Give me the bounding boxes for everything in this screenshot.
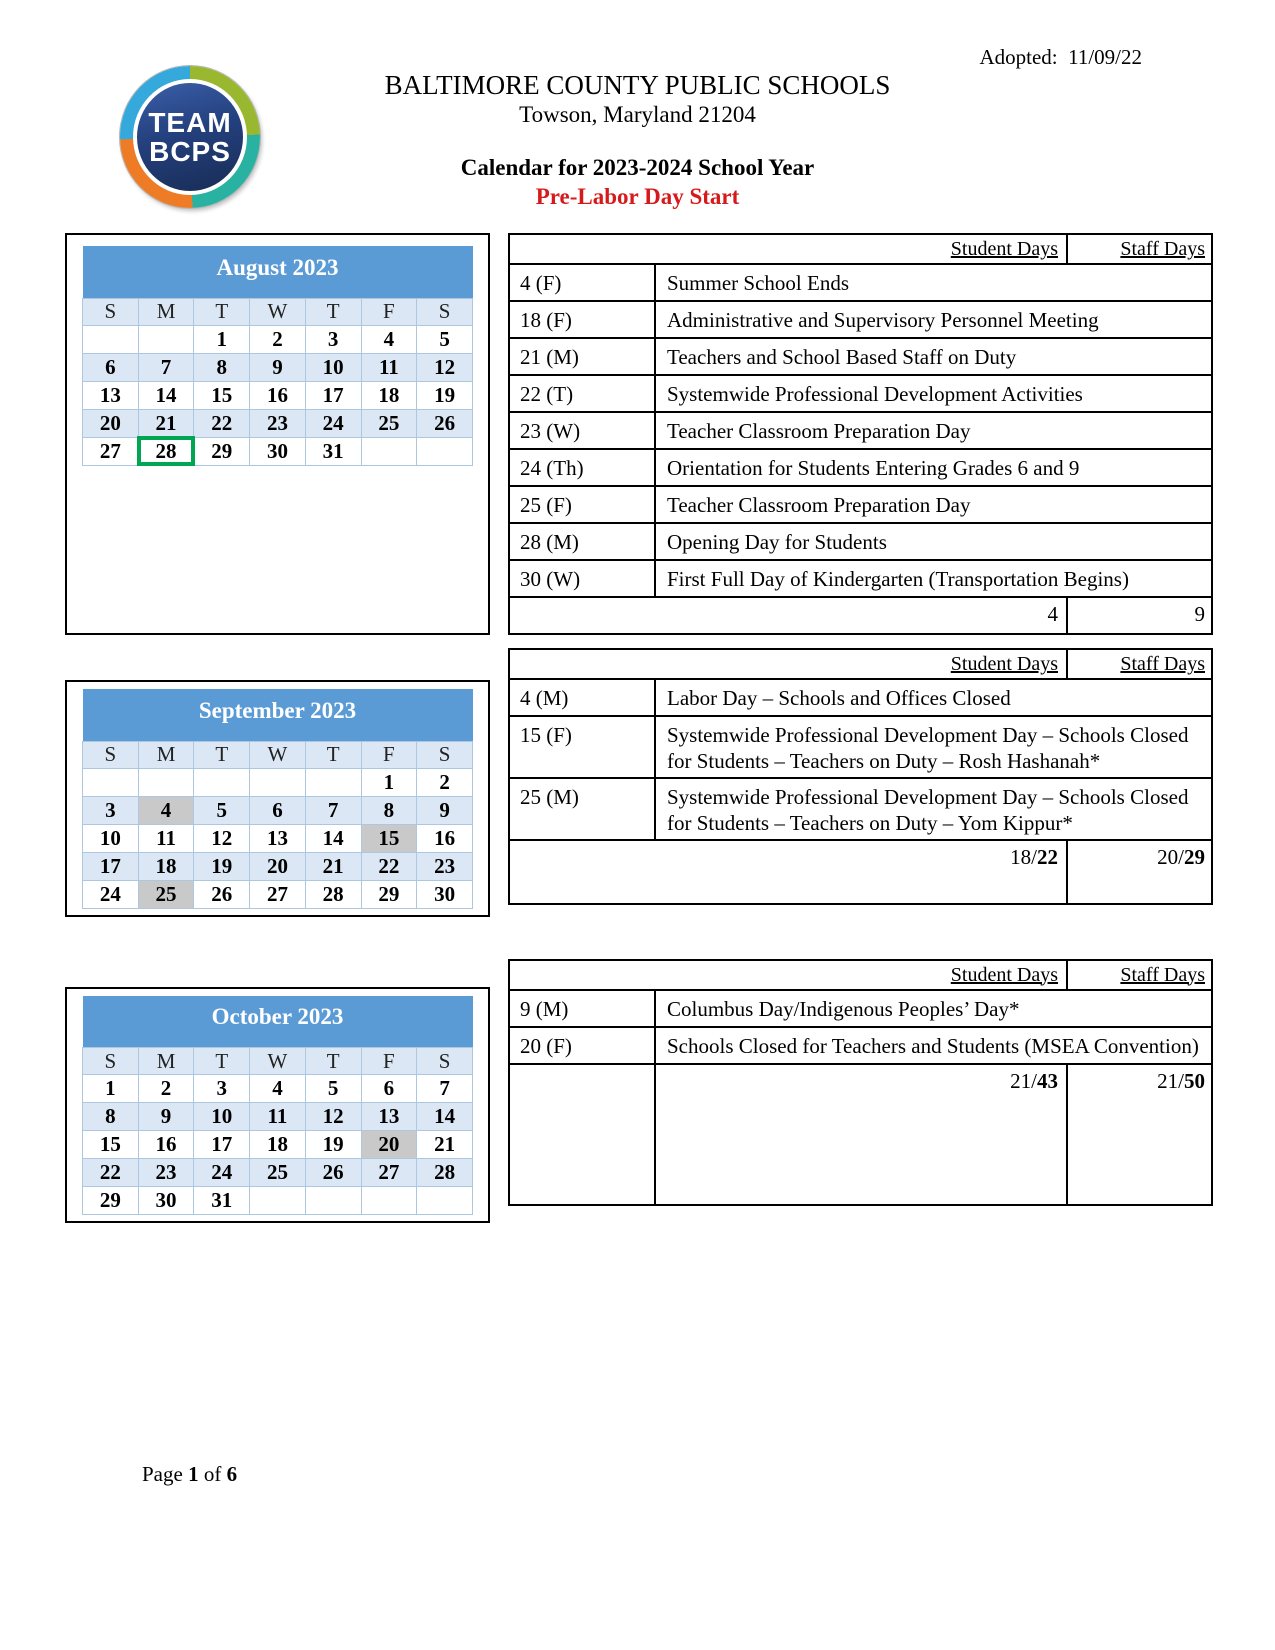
day-cell <box>305 768 361 796</box>
day-cell: 18 <box>361 381 417 409</box>
weekday-label: W <box>250 741 306 768</box>
staff-days-header: Staff Days <box>1120 238 1205 260</box>
day-cell: 24 <box>194 1159 250 1187</box>
september-calendar <box>82 689 473 909</box>
day-cell: 3 <box>83 796 139 824</box>
day-cell: 21 <box>305 852 361 880</box>
october-calendar-column <box>65 959 490 1224</box>
staff-days-header: Staff Days <box>1120 963 1205 986</box>
day-cell <box>305 1187 361 1215</box>
day-cell: 15 <box>194 381 250 409</box>
staff-days-total: 9 <box>1194 602 1205 626</box>
totals-date-spacer <box>510 1065 656 1204</box>
day-cell: 5 <box>417 325 473 353</box>
day-cell: 12 <box>305 1103 361 1131</box>
week-row <box>83 409 473 437</box>
september-event-rows <box>510 680 1211 841</box>
calendar-title: Calendar for 2023-2024 School Year <box>460 155 815 180</box>
total-pages: 6 <box>226 1462 238 1486</box>
day-cell: 6 <box>361 1075 417 1103</box>
day-cell: 1 <box>194 325 250 353</box>
day-cell <box>250 768 306 796</box>
day-cell: 6 <box>250 796 306 824</box>
event-date: 15 (F) <box>510 717 656 777</box>
weekday-label: T <box>305 1048 361 1075</box>
staff-days-header-cell <box>1068 650 1211 678</box>
days-header-row <box>510 650 1211 680</box>
day-cell: 1 <box>83 1075 139 1103</box>
day-cell: 19 <box>194 852 250 880</box>
day-cell: 26 <box>194 880 250 908</box>
day-cell: 19 <box>417 381 473 409</box>
weekday-label: S <box>417 298 473 325</box>
october-events-box <box>508 959 1213 1206</box>
september-calendar-box <box>65 680 490 917</box>
day-cell: 22 <box>83 1159 139 1187</box>
days-header-row <box>510 235 1211 265</box>
october-calendar-box <box>65 987 490 1224</box>
event-date: 30 (W) <box>510 561 656 596</box>
day-cell: 4 <box>138 796 194 824</box>
event-row <box>510 376 1211 413</box>
day-cell: 25 <box>250 1159 306 1187</box>
august-events-box <box>508 233 1213 635</box>
october-calendar <box>82 996 473 1216</box>
day-cell <box>417 1187 473 1215</box>
event-description: Schools Closed for Teachers and Students (MSEA Convention) <box>667 1033 1199 1058</box>
day-cell: 26 <box>417 409 473 437</box>
day-cell: 26 <box>305 1159 361 1187</box>
day-cell: 21 <box>138 409 194 437</box>
day-cell: 22 <box>194 409 250 437</box>
day-cell: 17 <box>305 381 361 409</box>
day-cell <box>361 437 417 465</box>
week-row <box>83 437 473 465</box>
day-cell: 27 <box>83 437 139 465</box>
day-cell: 30 <box>250 437 306 465</box>
day-cell <box>417 437 473 465</box>
day-cell <box>83 768 139 796</box>
day-cell: 7 <box>138 353 194 381</box>
org-location: Towson, Maryland 21204 <box>519 102 756 127</box>
day-cell: 23 <box>417 852 473 880</box>
staff-days-header-cell <box>1068 235 1211 263</box>
day-cell: 23 <box>138 1159 194 1187</box>
month-title-row <box>83 246 473 298</box>
event-description: Teacher Classroom Preparation Day <box>667 419 971 443</box>
logo-text-team: TEAM <box>148 107 232 138</box>
day-cell: 10 <box>194 1103 250 1131</box>
event-row <box>510 413 1211 450</box>
event-row <box>510 524 1211 561</box>
weekday-label: S <box>417 1048 473 1075</box>
event-row <box>510 265 1211 302</box>
day-cell: 7 <box>417 1075 473 1103</box>
day-cell: 14 <box>138 381 194 409</box>
day-cell: 9 <box>250 353 306 381</box>
event-row <box>510 339 1211 376</box>
day-cell <box>138 768 194 796</box>
august-calendar-column <box>65 233 490 635</box>
event-description: Opening Day for Students <box>667 530 887 554</box>
event-date: 23 (W) <box>510 413 656 448</box>
student-days-header: Student Days <box>950 653 1058 675</box>
event-description: First Full Day of Kindergarten (Transportation Begins) <box>667 567 1129 591</box>
weekday-label: M <box>138 298 194 325</box>
day-cell: 16 <box>138 1131 194 1159</box>
event-date: 28 (M) <box>510 524 656 559</box>
student-days-header: Student Days <box>950 238 1058 260</box>
event-description: Labor Day – Schools and Offices Closed <box>667 686 1011 710</box>
day-cell: 12 <box>417 353 473 381</box>
day-cell: 2 <box>138 1075 194 1103</box>
day-cell: 29 <box>194 437 250 465</box>
weekday-header-row <box>83 298 473 325</box>
staff-days-header: Staff Days <box>1120 653 1205 675</box>
day-cell: 10 <box>305 353 361 381</box>
month-title: August 2023 <box>83 246 473 298</box>
day-cell: 8 <box>194 353 250 381</box>
calendar-subtitle: Pre-Labor Day Start <box>535 184 740 209</box>
event-description: Orientation for Students Entering Grades 6 and 9 <box>667 456 1080 480</box>
october-event-rows <box>510 991 1211 1065</box>
day-cell: 25 <box>138 880 194 908</box>
event-date: 24 (Th) <box>510 450 656 485</box>
day-cell: 8 <box>361 796 417 824</box>
event-date: 22 (T) <box>510 376 656 411</box>
page-number: 1 <box>188 1462 199 1486</box>
october-totals-row <box>510 1065 1211 1204</box>
month-sections <box>65 233 1213 1223</box>
event-date: 25 (F) <box>510 487 656 522</box>
event-date: 25 (M) <box>510 779 656 839</box>
student-days-header-cell <box>510 650 1068 678</box>
event-row <box>510 302 1211 339</box>
event-description: Administrative and Supervisory Personnel Meeting <box>667 308 1099 332</box>
day-cell: 7 <box>305 796 361 824</box>
day-cell <box>250 1187 306 1215</box>
weekday-label: T <box>305 741 361 768</box>
day-cell: 27 <box>361 1159 417 1187</box>
day-cell: 23 <box>250 409 306 437</box>
august-calendar <box>82 246 473 466</box>
day-cell: 16 <box>250 381 306 409</box>
weekday-header-row <box>83 741 473 768</box>
month-title: September 2023 <box>83 689 473 741</box>
student-days-total: 21/43 <box>656 1065 1068 1204</box>
month-section-september <box>65 648 1213 917</box>
event-description: Systemwide Professional Development Day – Schools Closed for Students – Teachers on Duty – Rosh Hashanah* <box>667 723 1189 773</box>
event-row <box>510 680 1211 717</box>
week-row <box>83 325 473 353</box>
event-row <box>510 1028 1211 1065</box>
day-cell: 21 <box>417 1131 473 1159</box>
weekday-label: F <box>361 1048 417 1075</box>
weekday-label: S <box>83 1048 139 1075</box>
weekday-label: T <box>194 1048 250 1075</box>
event-row <box>510 991 1211 1028</box>
day-cell: 2 <box>250 325 306 353</box>
week-row <box>83 824 473 852</box>
event-description: Systemwide Professional Development Activities <box>667 382 1083 406</box>
week-row <box>83 768 473 796</box>
weekday-label: M <box>138 741 194 768</box>
event-row <box>510 487 1211 524</box>
week-row <box>83 1075 473 1103</box>
student-days-header: Student Days <box>950 963 1058 986</box>
august-calendar-box <box>65 233 490 635</box>
day-cell: 9 <box>417 796 473 824</box>
page-footer: Page 1 of 6 <box>142 1462 238 1486</box>
days-header-row <box>510 961 1211 991</box>
day-cell: 28 <box>305 880 361 908</box>
day-cell: 20 <box>250 852 306 880</box>
day-cell: 28 <box>417 1159 473 1187</box>
day-cell: 14 <box>305 824 361 852</box>
week-row <box>83 1159 473 1187</box>
month-title-row <box>83 689 473 741</box>
event-row <box>510 717 1211 779</box>
adopted-date: Adopted: 11/09/22 <box>979 45 1142 69</box>
event-date: 4 (M) <box>510 680 656 715</box>
month-title: October 2023 <box>83 996 473 1048</box>
day-cell: 24 <box>83 880 139 908</box>
day-cell: 27 <box>250 880 306 908</box>
weekday-label: S <box>83 741 139 768</box>
day-cell: 11 <box>138 824 194 852</box>
event-date: 20 (F) <box>510 1028 656 1063</box>
day-cell: 13 <box>361 1103 417 1131</box>
weekday-label: S <box>417 741 473 768</box>
event-date: 9 (M) <box>510 991 656 1026</box>
month-title-row <box>83 996 473 1048</box>
day-cell: 19 <box>305 1131 361 1159</box>
day-cell <box>138 325 194 353</box>
weekday-label: F <box>361 298 417 325</box>
day-cell: 5 <box>305 1075 361 1103</box>
event-description: Teachers and School Based Staff on Duty <box>667 345 1017 369</box>
day-cell: 6 <box>83 353 139 381</box>
september-events-box <box>508 648 1213 905</box>
day-cell: 12 <box>194 824 250 852</box>
day-cell: 29 <box>83 1187 139 1215</box>
day-cell: 11 <box>250 1103 306 1131</box>
september-totals-row <box>510 841 1211 903</box>
day-cell: 1 <box>361 768 417 796</box>
week-row <box>83 1131 473 1159</box>
weekday-header-row <box>83 1048 473 1075</box>
weekday-label: W <box>250 1048 306 1075</box>
day-cell: 9 <box>138 1103 194 1131</box>
day-cell <box>83 325 139 353</box>
event-date: 4 (F) <box>510 265 656 300</box>
august-event-rows <box>510 265 1211 598</box>
day-cell: 15 <box>83 1131 139 1159</box>
weekday-label: T <box>194 741 250 768</box>
day-cell: 17 <box>83 852 139 880</box>
weekday-label: T <box>305 298 361 325</box>
weekday-label: W <box>250 298 306 325</box>
event-description: Systemwide Professional Development Day – Schools Closed for Students – Teachers on Duty – Yom Kippur* <box>667 785 1189 835</box>
day-cell: 20 <box>83 409 139 437</box>
weekday-label: T <box>194 298 250 325</box>
month-section-october <box>65 959 1213 1224</box>
day-cell: 30 <box>138 1187 194 1215</box>
weekday-label: S <box>83 298 139 325</box>
student-days-total: 4 <box>510 598 1068 633</box>
month-section-august <box>65 233 1213 635</box>
week-row <box>83 796 473 824</box>
student-days-total: 18/22 <box>510 841 1068 903</box>
week-row <box>83 353 473 381</box>
week-row <box>83 1187 473 1215</box>
day-cell: 13 <box>83 381 139 409</box>
logo-text-bcps: BCPS <box>149 136 231 167</box>
day-cell: 20 <box>361 1131 417 1159</box>
day-cell: 8 <box>83 1103 139 1131</box>
event-description: Columbus Day/Indigenous Peoples’ Day* <box>667 996 1020 1021</box>
event-date: 18 (F) <box>510 302 656 337</box>
september-calendar-column <box>65 648 490 917</box>
staff-days-total: 21/50 <box>1157 1068 1205 1093</box>
day-cell: 17 <box>194 1131 250 1159</box>
day-cell: 24 <box>305 409 361 437</box>
week-row <box>83 880 473 908</box>
day-cell: 4 <box>250 1075 306 1103</box>
day-cell: 25 <box>361 409 417 437</box>
day-cell: 16 <box>417 824 473 852</box>
event-row <box>510 561 1211 598</box>
event-row <box>510 450 1211 487</box>
staff-days-total: 20/29 <box>1157 845 1205 869</box>
day-cell: 3 <box>194 1075 250 1103</box>
week-row <box>83 381 473 409</box>
day-cell: 18 <box>250 1131 306 1159</box>
day-cell: 13 <box>250 824 306 852</box>
day-cell: 5 <box>194 796 250 824</box>
event-description: Teacher Classroom Preparation Day <box>667 493 971 517</box>
student-days-header-cell <box>510 961 1068 989</box>
day-cell: 10 <box>83 824 139 852</box>
day-cell: 28 <box>138 437 194 465</box>
day-cell: 4 <box>361 325 417 353</box>
day-cell: 18 <box>138 852 194 880</box>
day-cell: 11 <box>361 353 417 381</box>
weekday-label: M <box>138 1048 194 1075</box>
weekday-label: F <box>361 741 417 768</box>
week-row <box>83 1103 473 1131</box>
day-cell <box>194 768 250 796</box>
staff-days-header-cell <box>1068 961 1211 989</box>
day-cell: 22 <box>361 852 417 880</box>
day-cell: 15 <box>361 824 417 852</box>
day-cell: 3 <box>305 325 361 353</box>
org-name: BALTIMORE COUNTY PUBLIC SCHOOLS <box>384 70 891 100</box>
event-description: Summer School Ends <box>667 271 849 295</box>
event-row <box>510 779 1211 841</box>
day-cell: 2 <box>417 768 473 796</box>
day-cell: 14 <box>417 1103 473 1131</box>
day-cell <box>361 1187 417 1215</box>
day-cell: 30 <box>417 880 473 908</box>
student-days-header-cell <box>510 235 1068 263</box>
week-row <box>83 852 473 880</box>
event-date: 21 (M) <box>510 339 656 374</box>
day-cell: 29 <box>361 880 417 908</box>
august-totals-row <box>510 598 1211 633</box>
day-cell: 31 <box>305 437 361 465</box>
day-cell: 31 <box>194 1187 250 1215</box>
